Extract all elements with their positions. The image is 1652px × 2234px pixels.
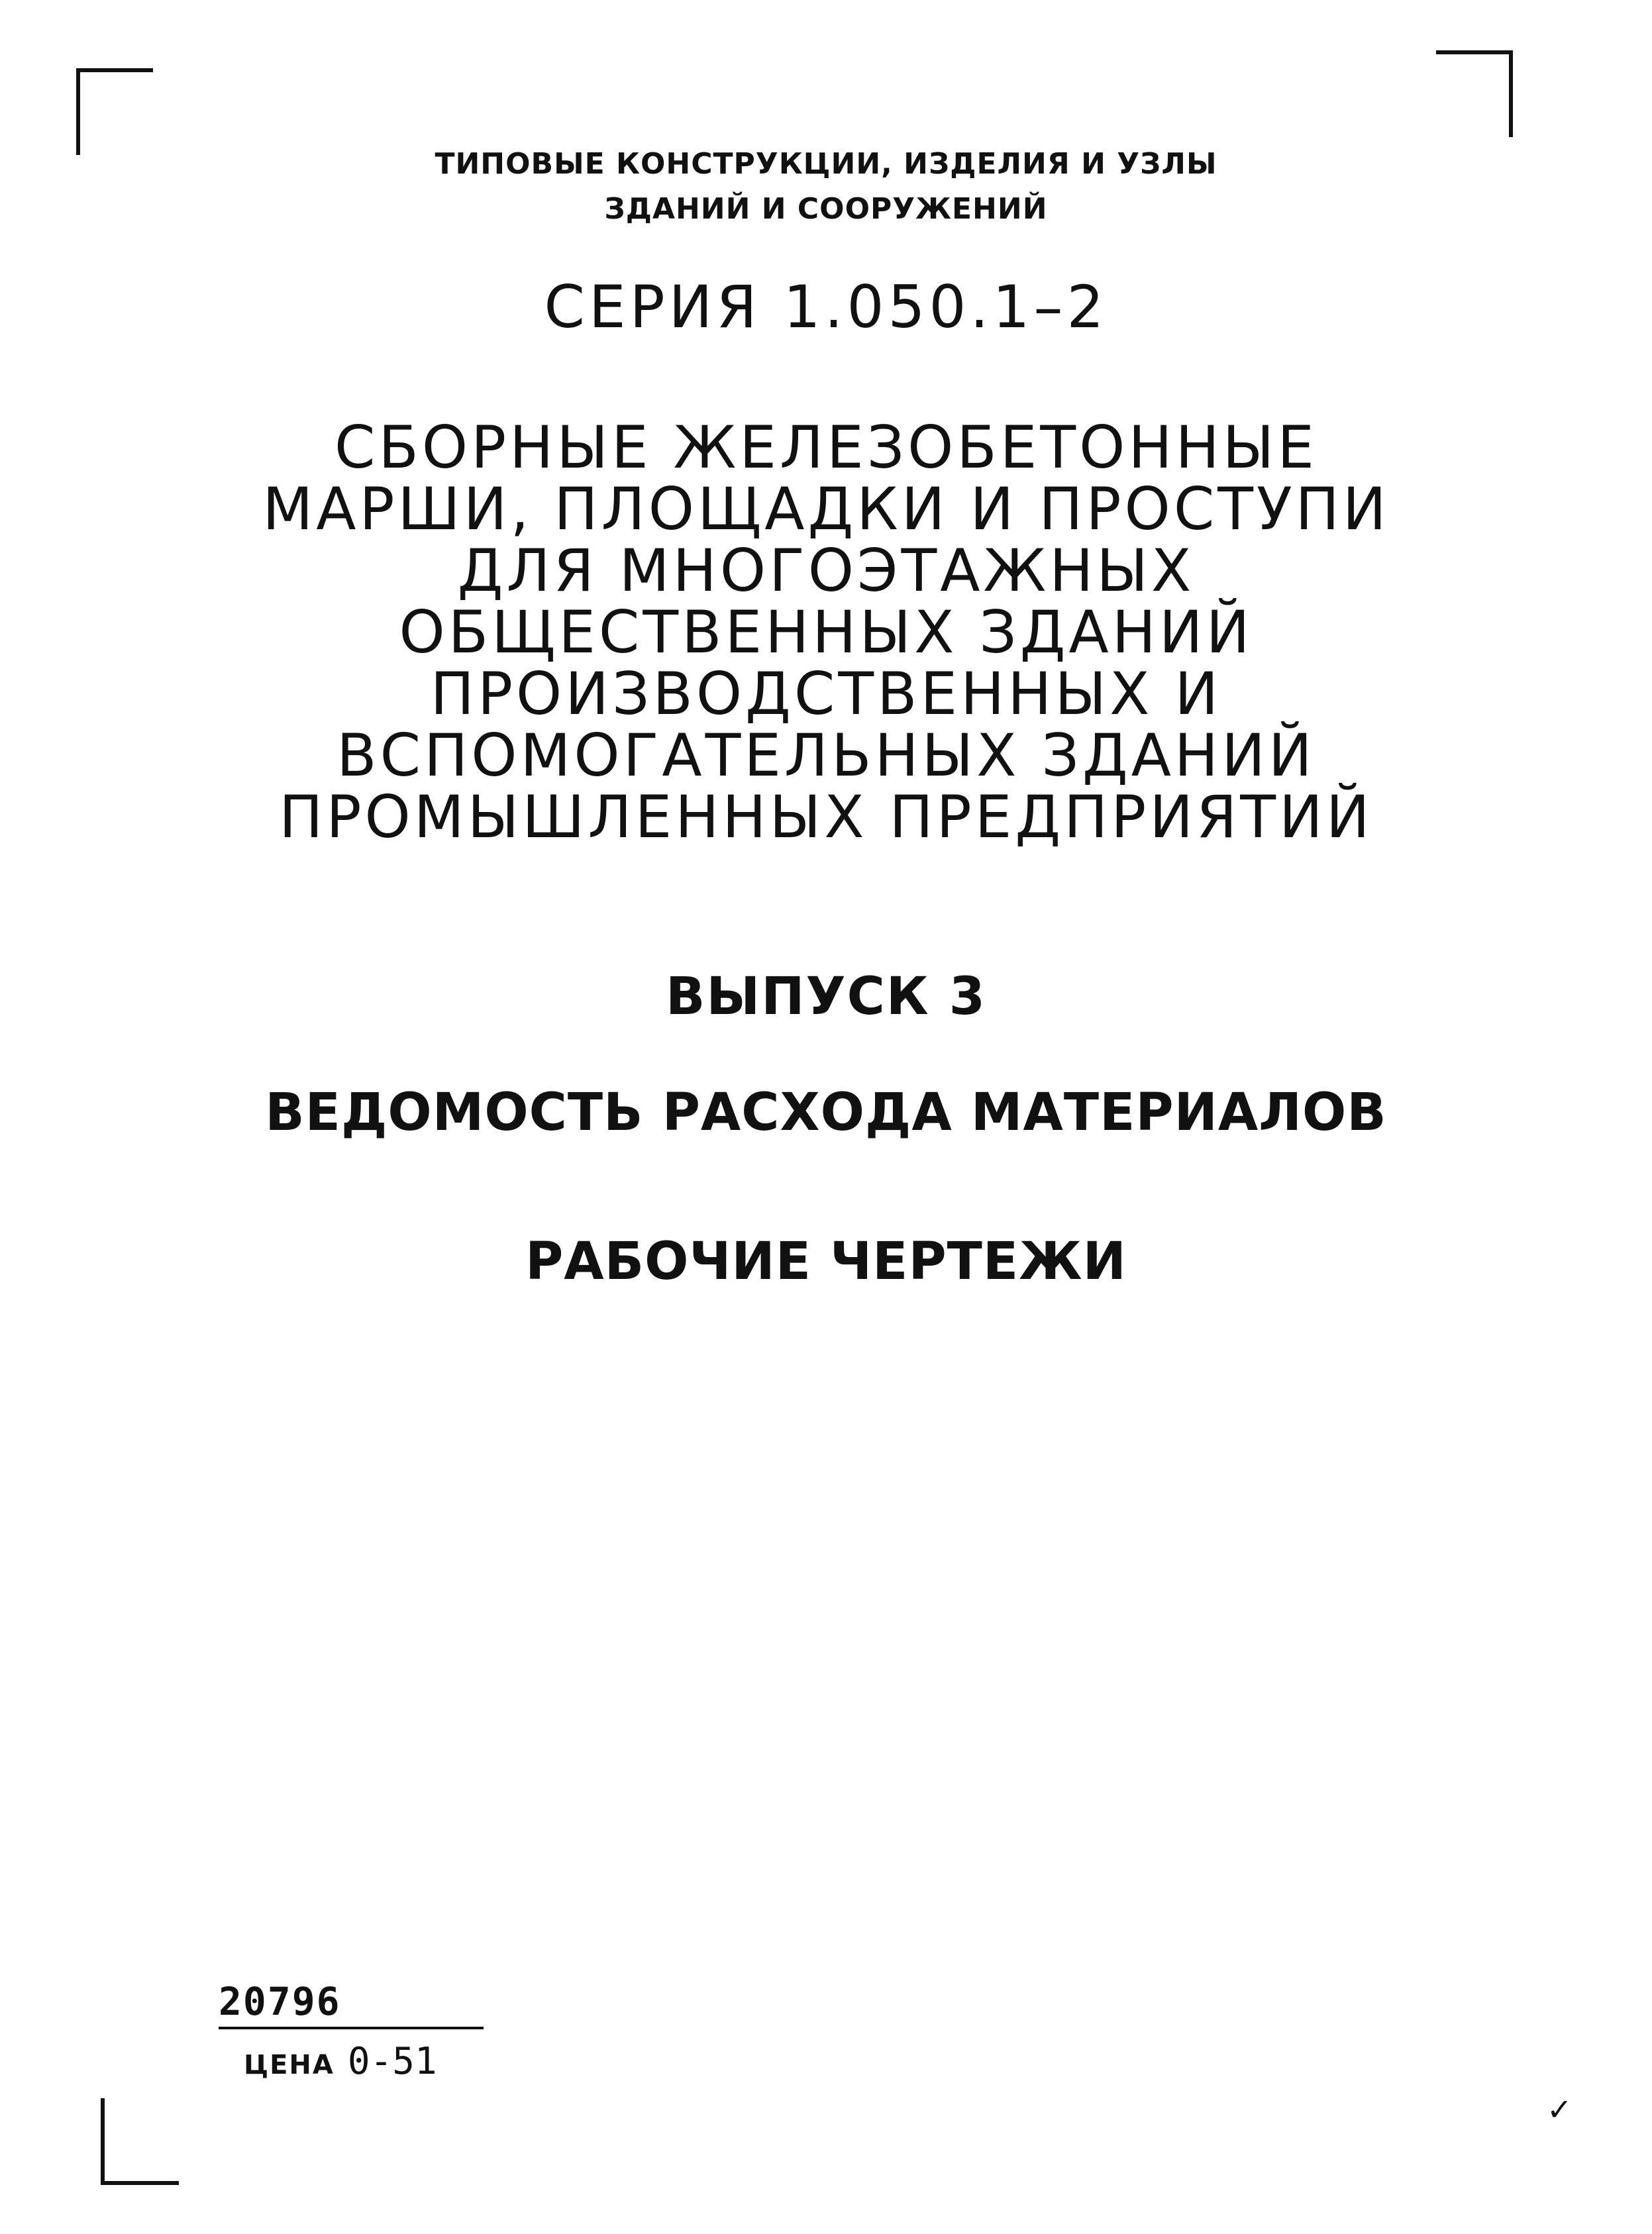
document-number-underline bbox=[219, 2027, 484, 2029]
price-label: ЦЕНА bbox=[244, 2050, 335, 2080]
title-line: ПРОИЗВОДСТВЕННЫХ И bbox=[430, 660, 1222, 728]
price-value: 0-51 bbox=[347, 2040, 437, 2083]
title-line: ПРОМЫШЛЕННЫХ ПРЕДПРИЯТИЙ bbox=[279, 783, 1373, 851]
price bbox=[244, 2040, 437, 2083]
subtitle-materials: ВЕДОМОСТЬ РАСХОДА МАТЕРИАЛОВ bbox=[265, 1083, 1387, 1142]
issue-number: ВЫПУСК 3 bbox=[665, 967, 987, 1027]
title-line: ОБЩЕСТВЕННЫХ ЗДАНИЙ bbox=[399, 598, 1253, 666]
title-line: ДЛЯ МНОГОЭТАЖНЫХ bbox=[457, 536, 1195, 605]
corner-mark-top-left bbox=[76, 68, 153, 155]
title-line: СБОРНЫЕ ЖЕЛЕЗОБЕТОННЫЕ bbox=[335, 413, 1317, 482]
header-line-2: ЗДАНИЙ И СООРУЖЕНИЙ bbox=[604, 192, 1048, 226]
corner-mark-bottom-left bbox=[101, 2098, 179, 2185]
header-line-1: ТИПОВЫЕ КОНСТРУКЦИИ, ИЗДЕЛИЯ И УЗЛЫ bbox=[435, 147, 1217, 181]
title-line: ВСПОМОГАТЕЛЬНЫХ ЗДАНИЙ bbox=[336, 721, 1316, 789]
document-number: 20796 bbox=[219, 1979, 341, 2024]
title-line: МАРШИ, ПЛОЩАДКИ И ПРОСТУПИ bbox=[262, 475, 1390, 543]
corner-mark-top-right bbox=[1436, 50, 1513, 137]
subtitle-drawings: РАБОЧИЕ ЧЕРТЕЖИ bbox=[525, 1232, 1127, 1292]
series-number: СЕРИЯ 1.050.1–2 bbox=[544, 273, 1108, 341]
check-mark: ✓ bbox=[1547, 2092, 1573, 2127]
